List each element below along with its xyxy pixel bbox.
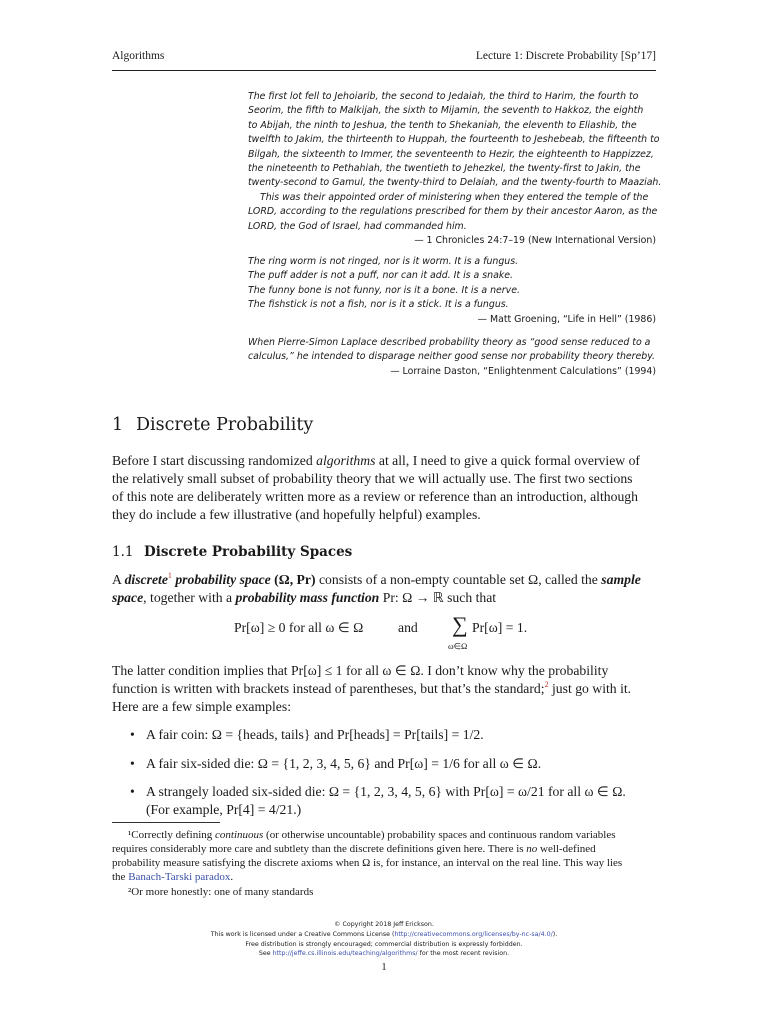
epigraph-line: This was their appointed order of ministering when they entered the temple of the [260,191,649,203]
course-site-link[interactable]: http://jeffe.cs.illinois.edu/teaching/algorithms/ [272,950,418,958]
footnote-ref-1[interactable]: 1 [167,571,172,580]
epigraph-line: The funny bone is not funny, nor is it a bone. It is a nerve. [248,284,520,296]
copyright-footer [112,920,656,959]
paragraph-latter: The latter condition implies that Pr[ω] ≤ 1 for all ω ∈ Ω. I don’t know why the probability function is written with brackets instead of parentheses, but that’s the standard;$^2$ just go with it. Here are a few simple examples: [112,663,632,714]
page-number: 1 [381,962,387,973]
banach-tarski-link[interactable]: Banach-Tarski paradox [128,871,231,883]
footnote-2: ²Or more honestly: one of many standards [128,886,314,898]
epigraph-line: Seorim, the fifth to Malkijah, the sixth to Mijamin, the seventh to Hakkoz, the eighth [248,105,644,117]
section-title: Discrete Probability [136,415,314,435]
header-course: Algorithms [112,50,165,62]
epigraph-attribution: — Matt Groening, “Life in Hell” (1986) [477,313,656,325]
bullet-icon: • [130,756,135,771]
epigraph-line: The first lot fell to Jehoiarib, the second to Jedaiah, the third to Harim, the fourth to [248,91,639,102]
equation-left: Pr[ω] ≥ 0 for all ω ∈ Ω [234,620,364,635]
distribution-line: Free distribution is strongly encouraged; commercial distribution is expressly forbidden. [245,940,523,948]
revision-line: See http://jeffe.cs.illinois.edu/teaching/algorithms/ for the most recent revision. [258,950,510,958]
equation-right: Pr[ω] = 1. [472,620,528,635]
epigraph-line: LORD, the God of Israel, had commanded him. [248,220,467,232]
bullet-icon: • [130,727,135,742]
equation-and: and [398,620,418,635]
sum-subscript: ω∈Ω [448,641,468,651]
epigraph-line: twenty-second to Gamul, the twenty-third to Delaiah, and the twenty-fourth to Maaziah. [248,177,662,189]
epigraph-line: twelfth to Jakim, the thirteenth to Huppah, the fourteenth to Jeshebeab, the fifteenth to [248,134,660,146]
epigraph-line: Bilgah, the sixteenth to Immer, the seventeenth to Hezir, the eighteenth to Happizzez, [248,148,654,160]
copyright-line: © Copyright 2018 Jeff Erickson. [334,921,434,928]
epigraph-attribution: — Lorraine Daston, “Enlightenment Calculations” (1994) [390,365,656,377]
license-line: This work is licensed under a Creative Commons License (http://creativecommons.org/licenses/by-nc-sa/4.0/). [210,930,558,938]
sum-symbol: ∑ [452,612,468,637]
epigraph-line: calculus,” he intended to disparage neither good sense nor probability theory thereby. [248,351,656,363]
definition-paragraph: A discrete$^1$ probability space (Ω, Pr) consists of a non-empty countable set Ω, called the sample space, together with a probability mass function Pr: Ω → ℝ such that [112,571,641,605]
section-heading [112,415,313,435]
display-equation [112,612,656,656]
algorithms-term: algorithms [316,453,376,468]
epigraph-line: The fishstick is not a fish, nor is it a stick. It is a fungus. [248,299,509,311]
bullet-icon: • [130,784,135,799]
epigraph-attribution: — 1 Chronicles 24:7–19 (New International Version) [414,235,656,247]
epigraph-line: The puff adder is not a puff, nor can it add. It is a snake. [248,270,514,282]
section-number: 1 [112,415,124,435]
footnote-rule [112,822,220,823]
footnote-1: ¹Correctly defining continuous (or otherwise uncountable) probability spaces and continuous random variables requires considerably more care and subtlety than the discrete definitions given here. There is no well-defined probability measure satisfying the discrete axioms when Ω is, for instance, an interval on the real line. This way lies the Banach-Tarski paradox. [112,829,623,883]
epigraph-groening [248,255,656,327]
example-text: A fair six-sided die: Ω = {1, 2, 3, 4, 5, 6} and Pr[ω] = 1/6 for all ω ∈ Ω. [146,756,542,771]
footnote-ref-2[interactable]: 2 [544,680,549,689]
header-lecture: Lecture 1: Discrete Probability [Sp’17] [475,50,656,62]
example-text-cont: (For example, Pr[4] = 4/21.) [146,802,302,817]
epigraph-line: The ring worm is not ringed, nor is it worm. It is a fungus. [248,256,519,267]
subsection-heading [112,544,352,560]
epigraph-chronicles [248,90,662,248]
example-text: A fair coin: Ω = {heads, tails} and Pr[heads] = Pr[tails] = 1/2. [146,727,484,742]
running-header [112,50,656,71]
license-link[interactable]: http://creativecommons.org/licenses/by-nc-sa/4.0/ [394,930,553,938]
subsection-title: Discrete Probability Spaces [144,544,353,560]
epigraph-line: the nineteenth to Pethahiah, the twentieth to Jehezkel, the twenty-first to Jakin, the [248,163,641,175]
epigraph-daston [248,336,656,379]
epigraph-line: When Pierre-Simon Laplace described probability theory as “good sense reduced to a [248,337,651,348]
example-text: A strangely loaded six-sided die: Ω = {1, 2, 3, 4, 5, 6} with Pr[ω] = ω/21 for all ω ∈ Ω. [146,784,626,799]
subsection-number: 1.1 [112,544,134,560]
epigraph-line: to Abijah, the ninth to Jeshua, the tenth to Shekaniah, the eleventh to Eliashib, the [248,119,637,131]
intro-paragraph: Before I start discussing randomized algorithms at all, I need to give a quick formal overview of the relatively small subset of probability theory that we will actually use. The first two sections of this note are deliberately written more as a review or reference than an introduction, although they do include a few illustrative (and hopefully helpful) examples. [112,453,640,522]
epigraph-line: LORD, according to the regulations prescribed for them by their ancestor Aaron, as the [248,206,658,218]
